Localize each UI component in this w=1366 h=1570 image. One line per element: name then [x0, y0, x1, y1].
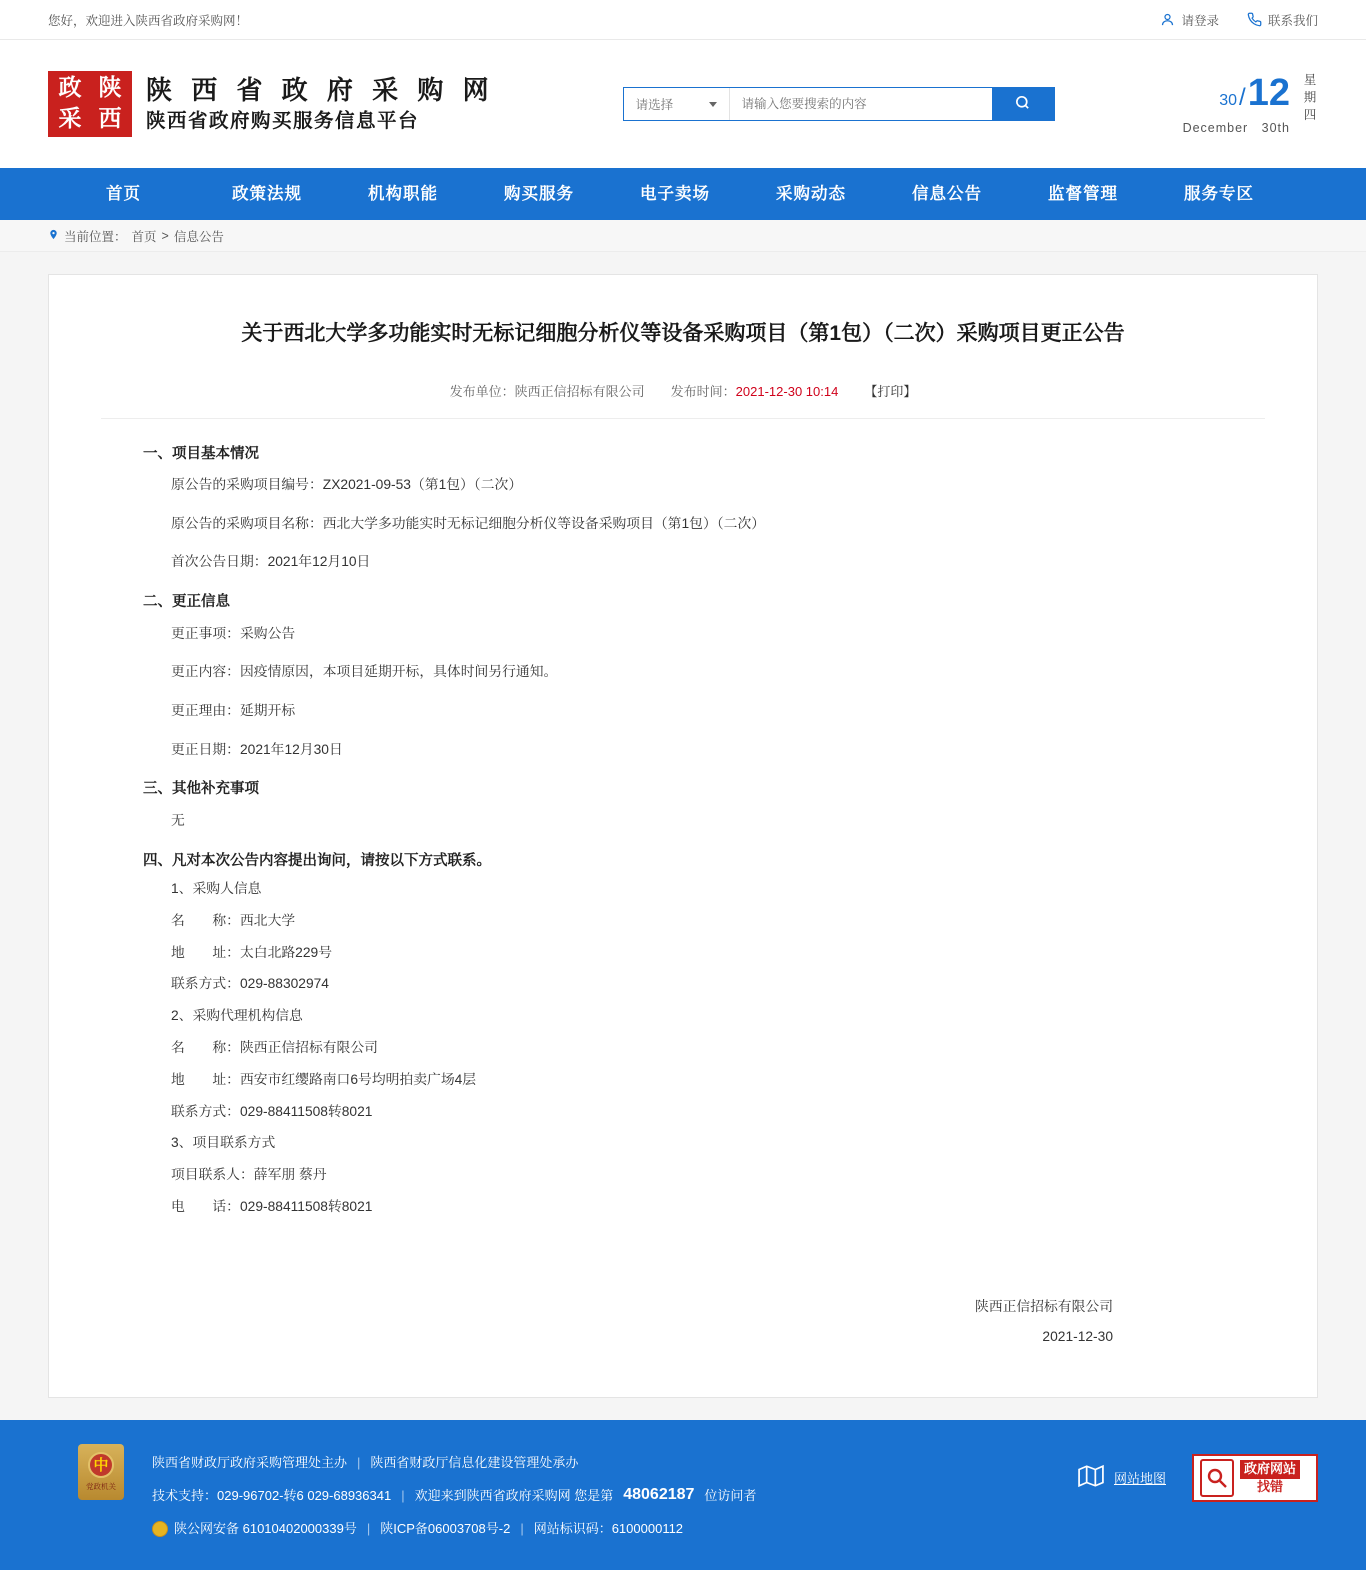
breadcrumb-separator: >	[161, 228, 169, 243]
contact-link[interactable]	[1247, 11, 1318, 29]
publish-time	[671, 381, 839, 400]
section-heading-1: 一、项目基本情况	[143, 445, 259, 462]
footer-line-1	[152, 1448, 1048, 1478]
contact-label: 联系我们	[1267, 13, 1318, 28]
date-day: 30	[1219, 91, 1238, 109]
search-box	[623, 87, 1055, 121]
date-separator: /	[1239, 83, 1246, 111]
content-area	[0, 252, 1366, 1420]
chevron-down-icon	[709, 102, 717, 107]
nav-item-policies[interactable]: 政策法规	[232, 185, 302, 203]
logo-char-4: 西	[98, 105, 122, 132]
section-4-paragraph-11: 电 话：029-88411508转8021	[171, 1199, 373, 1215]
logo-mark-icon	[48, 71, 132, 137]
announcement-card	[48, 274, 1318, 1398]
site-logo[interactable]	[48, 71, 495, 137]
publish-time-value: 2021-12-30 10:14	[735, 383, 839, 399]
section-3-paragraph-1: 无	[171, 812, 185, 828]
section-1-paragraph-2: 原公告的采购项目名称：西北大学多功能实时无标记细胞分析仪等设备采购项目（第1包）（二次）	[171, 515, 766, 531]
section-4-paragraph-9: 3、项目联系方式	[171, 1135, 276, 1151]
section-2-paragraph-4: 更正日期：2021年12月30日	[171, 741, 343, 757]
section-heading-4: 四、凡对本次公告内容提出询问，请按以下方式联系。	[143, 852, 491, 869]
signature-org: 陕西正信招标有限公司	[975, 1298, 1113, 1314]
breadcrumb-item-home[interactable]: 首页	[131, 229, 157, 244]
logo-text	[146, 73, 495, 135]
nav-item-home[interactable]: 首页	[106, 185, 141, 203]
site-header	[0, 40, 1366, 168]
gov-badge-line2: 找错	[1257, 1478, 1284, 1494]
login-link[interactable]	[1160, 11, 1219, 29]
icp-record[interactable]: 陕ICP备06003708号-2	[380, 1521, 511, 1537]
user-icon	[1160, 12, 1175, 27]
nav-item-emarket[interactable]: 电子卖场	[640, 185, 710, 203]
search-area	[623, 87, 1055, 121]
gov-emblem-icon	[78, 1444, 124, 1500]
gov-badge-text	[1240, 1460, 1300, 1495]
emblem-caption: 党政机关	[86, 1481, 116, 1491]
section-2-paragraph-2: 更正内容：因疫情原因，本项目延期开标，具体时间另行通知。	[171, 664, 558, 680]
footer-operator: 陕西省财政厅信息化建设管理处承办	[370, 1454, 579, 1470]
section-4-paragraph-4: 联系方式：029-88302974	[171, 976, 329, 992]
search-category-select[interactable]	[624, 88, 730, 120]
footer-divider-4: |	[520, 1521, 524, 1537]
section-4-paragraph-5: 2、采购代理机构信息	[171, 1008, 303, 1024]
footer-divider-2: |	[401, 1487, 405, 1503]
footer-visit-suffix: 位访问者	[704, 1487, 757, 1503]
police-record-link[interactable]	[152, 1514, 357, 1544]
breadcrumb	[0, 220, 1366, 252]
section-4-paragraph-10: 项目联系人：薛军朋 蔡丹	[171, 1167, 327, 1183]
section-2-paragraph-3: 更正理由：延期开标	[171, 703, 296, 719]
nav-item-announcements[interactable]: 信息公告	[912, 185, 982, 203]
phone-icon	[1247, 12, 1262, 27]
section-heading-3: 三、其他补充事项	[143, 781, 259, 798]
site-title-main: 陕 西 省 政 府 采 购 网	[146, 74, 495, 105]
publisher-label: 发布单位：陕西正信招标有限公司	[449, 383, 645, 399]
document-meta	[101, 381, 1265, 419]
visitor-count: 48062187	[623, 1486, 695, 1504]
nav-item-supervision[interactable]: 监督管理	[1048, 185, 1118, 203]
police-record-text: 陕公网安备 61010402000339号	[174, 1521, 357, 1537]
print-button[interactable]: 【打印】	[864, 383, 917, 399]
gov-badge-line1: 政府网站	[1240, 1460, 1300, 1478]
section-2-paragraph-1: 更正事项：采购公告	[171, 625, 296, 641]
emblem-char: 中	[88, 1452, 114, 1478]
section-4-paragraph-7: 地 址：西安市红缨路南口6号均明拍卖广场4层	[171, 1071, 477, 1087]
site-footer	[0, 1420, 1366, 1570]
logo-char-1: 政	[58, 74, 82, 101]
signature-date: 2021-12-30	[1042, 1329, 1113, 1345]
footer-support: 技术支持：029-96702-转6 029-68936341	[152, 1487, 392, 1503]
date-english	[1183, 121, 1290, 135]
publish-time-label: 发布时间：	[670, 383, 736, 399]
page-title: 关于西北大学多功能实时无标记细胞分析仪等设备采购项目（第1包）（二次）采购项目更正公告	[241, 322, 1125, 345]
site-title-sub: 陕西省政府购买服务信息平台	[146, 109, 420, 132]
top-bar-links	[1160, 11, 1318, 29]
section-4-paragraph-8: 联系方式：029-88411508转8021	[171, 1103, 373, 1119]
nav-item-news[interactable]: 采购动态	[776, 185, 846, 203]
nav-item-functions[interactable]: 机构职能	[368, 185, 438, 203]
section-1-paragraph-3: 首次公告日期：2021年12月10日	[171, 554, 371, 570]
footer-right	[1076, 1444, 1318, 1502]
footer-line-3	[152, 1514, 1048, 1544]
document-signature	[143, 1292, 1223, 1353]
nav-item-purchase-service[interactable]: 购买服务	[504, 185, 574, 203]
site-map-link[interactable]	[1076, 1463, 1166, 1492]
section-4-paragraph-2: 名 称：西北大学	[171, 912, 296, 928]
logo-char-2: 陕	[98, 74, 122, 101]
section-heading-2: 二、更正信息	[143, 594, 230, 611]
section-1-paragraph-1: 原公告的采购项目编号：ZX2021-09-53（第1包）（二次）	[171, 477, 523, 493]
map-icon	[1076, 1463, 1106, 1492]
footer-visit-prefix: 欢迎来到陕西省政府采购网 您是第	[414, 1487, 614, 1503]
search-input[interactable]	[730, 88, 992, 120]
date-day-en: 30th	[1261, 120, 1290, 135]
footer-info	[152, 1444, 1048, 1545]
breadcrumb-prefix: 当前位置：	[64, 229, 127, 244]
police-badge-icon	[152, 1521, 168, 1537]
search-button[interactable]	[992, 88, 1054, 120]
footer-line-2	[152, 1477, 1048, 1514]
top-bar	[0, 0, 1366, 40]
location-pin-icon	[48, 228, 59, 244]
footer-host: 陕西省财政厅政府采购管理处主办	[152, 1454, 348, 1470]
section-4-paragraph-1: 1、采购人信息	[171, 881, 262, 897]
date-month: 12	[1247, 71, 1290, 114]
document-body	[101, 419, 1265, 1353]
welcome-text: 您好，欢迎进入陕西省政府采购网！	[48, 13, 249, 28]
footer-divider-1: |	[357, 1454, 361, 1470]
date-month-en: December	[1182, 120, 1249, 135]
search-category-label: 请选择	[635, 98, 674, 112]
logo-char-3: 采	[58, 105, 82, 132]
section-4-paragraph-6: 名 称：陕西正信招标有限公司	[171, 1040, 378, 1056]
breadcrumb-item-announcements[interactable]: 信息公告	[173, 229, 224, 244]
footer-divider-3: |	[366, 1521, 371, 1537]
date-numbers	[1183, 71, 1290, 114]
section-4-paragraph-3: 地 址：太白北路229号	[171, 944, 332, 960]
login-label: 请登录	[1181, 13, 1219, 28]
nav-item-service-zone[interactable]: 服务专区	[1184, 185, 1254, 203]
search-icon	[1014, 94, 1031, 114]
magnifier-icon	[1200, 1459, 1234, 1497]
site-id: 网站标识码：6100000112	[533, 1521, 684, 1537]
gov-website-error-badge[interactable]	[1192, 1454, 1318, 1502]
site-map-label: 网站地图	[1113, 1471, 1166, 1487]
date-weekday: 星期四	[1302, 73, 1316, 126]
date-widget	[1183, 73, 1318, 135]
main-nav	[0, 168, 1366, 220]
date-main	[1182, 71, 1290, 135]
